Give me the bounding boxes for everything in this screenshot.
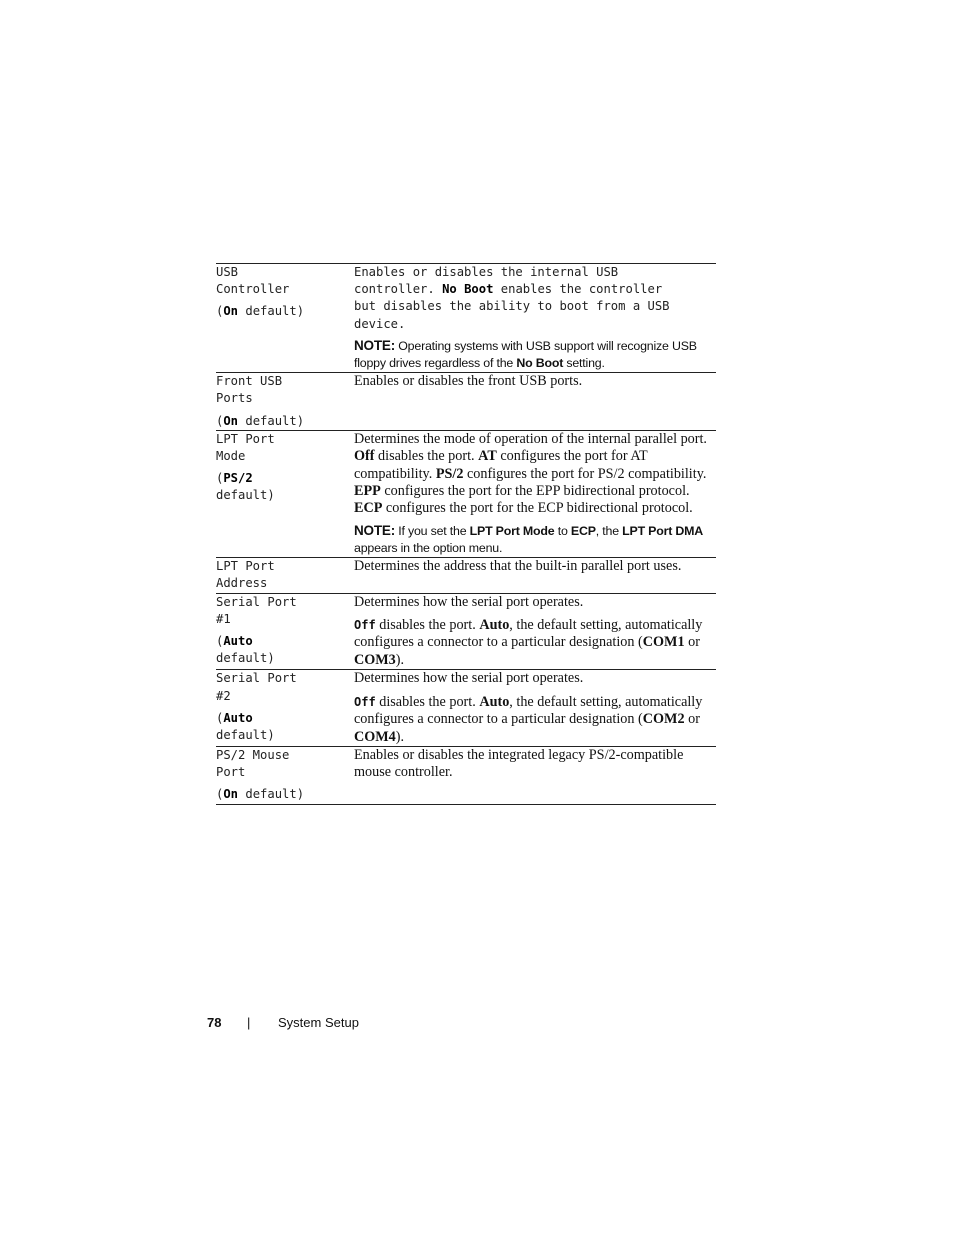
option-cell [216, 558, 354, 593]
option-cell [216, 593, 354, 670]
description-text: Enables or disables the internal USB controller. No Boot enables the controller but disables the ability to boot from a USB device. [354, 265, 670, 331]
description-text: Determines how the serial port operates. [354, 593, 584, 610]
description-cell [354, 373, 716, 431]
description-cell [354, 746, 716, 804]
note-label: NOTE: [354, 522, 395, 538]
description-text: Enables or disables the front USB ports. [354, 373, 583, 390]
option-default: (Auto default) [216, 710, 275, 742]
page-number: 78 [207, 1015, 222, 1030]
note-label: NOTE: [354, 337, 395, 353]
footer-separator: | [247, 1015, 251, 1030]
table-row [216, 264, 716, 373]
note: NOTE: Operating systems with USB support will recognize USB floppy drives regardless of the No Boot setting. [354, 337, 697, 371]
table-row [216, 593, 716, 670]
description-cell [354, 558, 716, 593]
table-row [216, 558, 716, 593]
table-row [216, 746, 716, 804]
table-row [216, 373, 716, 431]
description-text: Off disables the port. Auto, the default setting, automatically configures a connector to a particular designation (COM1 or COM3). [354, 617, 703, 668]
option-cell [216, 373, 354, 431]
option-cell [216, 430, 354, 557]
option-name: USB Controller [216, 265, 290, 297]
option-name: PS/2 Mouse Port [216, 747, 290, 780]
table-row [216, 430, 716, 557]
description-cell [354, 264, 716, 373]
options-table [216, 263, 716, 805]
description-cell [354, 430, 716, 557]
option-name: Serial Port #2 [216, 671, 297, 703]
option-cell [216, 746, 354, 804]
option-default: (PS/2 default) [216, 471, 275, 503]
description-cell [354, 670, 716, 747]
option-name: Front USB Ports [216, 374, 283, 406]
option-name: Serial Port #1 [216, 594, 297, 626]
option-default: (On default) [216, 413, 305, 428]
option-default: (On default) [216, 787, 305, 802]
description-text: Determines the mode of operation of the internal parallel port. Off disables the port. AT configures the port for AT compatibility. PS/2 configures the port for PS/2 compatibility. EPP configures the port for the EPP bidirectional protocol. ECP configures the port for the ECP bidirectional protocol. [354, 430, 707, 517]
note: NOTE: If you set the LPT Port Mode to ECP, the LPT Port DMA appears in the option menu. [354, 522, 704, 556]
section-title: System Setup [278, 1015, 359, 1030]
table-row [216, 670, 716, 747]
description-text: Enables or disables the integrated legacy PS/2-compatible mouse controller. [354, 746, 684, 781]
option-cell [216, 264, 354, 373]
option-default: (On default) [216, 304, 305, 319]
description-text: Off disables the port. Auto, the default setting, automatically configures a connector to a particular designation (COM2 or COM4). [354, 693, 703, 745]
description-text: Determines the address that the built-in parallel port uses. [354, 558, 682, 575]
description-cell [354, 593, 716, 670]
option-name: LPT Port Mode [216, 431, 275, 464]
option-cell [216, 670, 354, 747]
option-name: LPT Port Address [216, 559, 275, 591]
option-default: (Auto default) [216, 634, 275, 666]
description-text: Determines how the serial port operates. [354, 670, 584, 687]
